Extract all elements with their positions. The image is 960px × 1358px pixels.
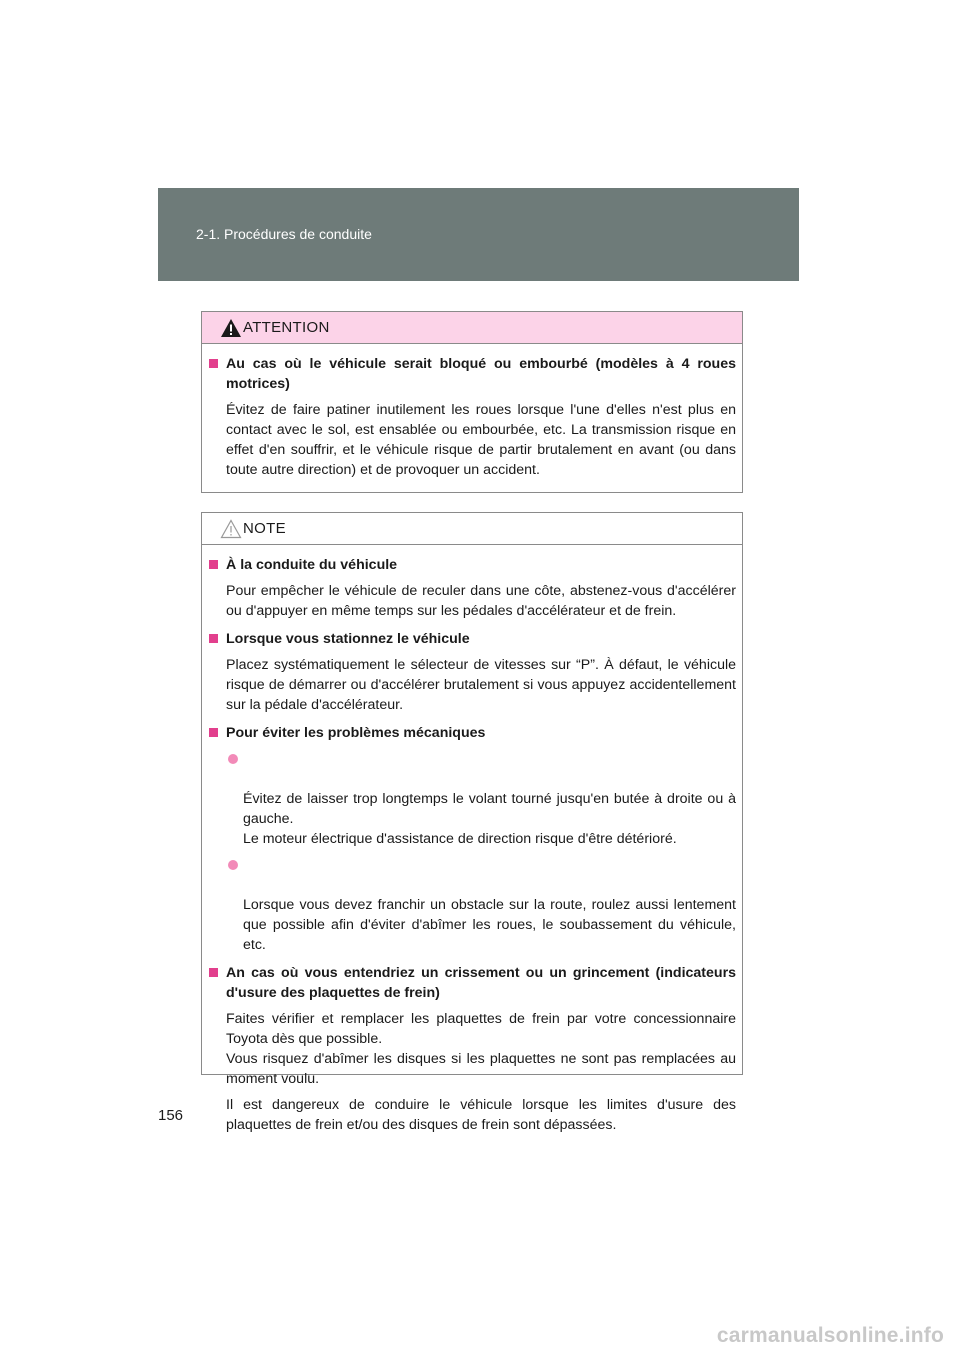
section-header-band (158, 188, 799, 281)
watermark: carmanualsonline.info (716, 1324, 944, 1347)
attention-box (201, 311, 743, 493)
square-bullet-icon (209, 359, 218, 368)
section-title: 2-1. Procédures de conduite (196, 226, 372, 242)
item-heading-text: Pour éviter les problèmes mécaniques (226, 725, 486, 741)
item-heading (208, 723, 736, 743)
round-bullet-icon (228, 754, 238, 764)
caution-outline-icon (220, 519, 242, 539)
item-text: Évitez de faire patiner inutilement les roues lorsque l'une d'elles n'est plus en contact avec le sol, est ensablée ou embourbée, etc. La transmission risque en effet d'en souffrir, et le véhicule risque de partir brutalement en avant (ou dans toute autre direction) et de provoquer un accident. (226, 402, 736, 478)
item-heading (208, 963, 736, 1003)
note-header (202, 513, 742, 545)
sub-bullet-text: Lorsque vous devez franchir un obstacle sur la route, roulez aussi lentement que possible afin d'éviter d'abîmer les roues, le soubassement du véhicule, etc. (243, 897, 736, 953)
item-text: Il est dangereux de conduire le véhicule lorsque les limites d'usure des plaquettes de frein et/ou des disques de frein sont dépassées. (226, 1097, 736, 1133)
square-bullet-icon (209, 968, 218, 977)
note-item (208, 629, 736, 715)
attention-header (202, 312, 742, 344)
item-text: Pour empêcher le véhicule de reculer dans une côte, abstenez-vous d'accélérer ou d'appuyer en même temps sur les pédales d'accélérateur et de frein. (226, 583, 736, 619)
item-text: Faites vérifier et remplacer les plaquettes de frein par votre concessionnaire Toyota dès que possible. Vous risquez d'abîmer les disques si les plaquettes ne sont pas remplacées au moment voulu. (226, 1011, 736, 1087)
item-heading-text: An cas où vous entendriez un crissement ou un grincement (indicateurs d'usure des plaquettes de frein) (226, 965, 736, 1001)
item-heading-text: Lorsque vous stationnez le véhicule (226, 631, 470, 647)
round-bullet-icon (228, 860, 238, 870)
attention-title: ATTENTION (243, 319, 330, 336)
note-title: NOTE (243, 520, 286, 537)
item-heading-text: À la conduite du véhicule (226, 557, 398, 573)
sub-bullet-item (208, 855, 736, 955)
square-bullet-icon (209, 634, 218, 643)
item-heading (208, 555, 736, 575)
note-item (208, 555, 736, 621)
item-heading (208, 354, 736, 394)
item-text: Placez systématiquement le sélecteur de vitesses sur “P”. À défaut, le véhicule risque de démarrer ou d'accélérer brutalement si vous appuyez accidentellement sur la pédale d'accélérateur. (226, 657, 736, 713)
note-body (202, 545, 742, 1135)
attention-body (202, 344, 742, 480)
sub-bullet-item (208, 749, 736, 849)
note-item (208, 723, 736, 955)
note-box (201, 512, 743, 1133)
page-number: 156 (158, 1107, 184, 1124)
attention-item (208, 354, 736, 480)
warning-icon (220, 318, 242, 338)
square-bullet-icon (209, 728, 218, 737)
square-bullet-icon (209, 560, 218, 569)
item-heading (208, 629, 736, 649)
item-heading-text: Au cas où le véhicule serait bloqué ou embourbé (modèles à 4 roues motrices) (226, 356, 736, 392)
sub-bullet-text: Évitez de laisser trop longtemps le volant tourné jusqu'en butée à droite ou à gauche. Le moteur électrique d'assistance de direction risque d'être détérioré. (243, 791, 736, 847)
note-item (208, 963, 736, 1135)
